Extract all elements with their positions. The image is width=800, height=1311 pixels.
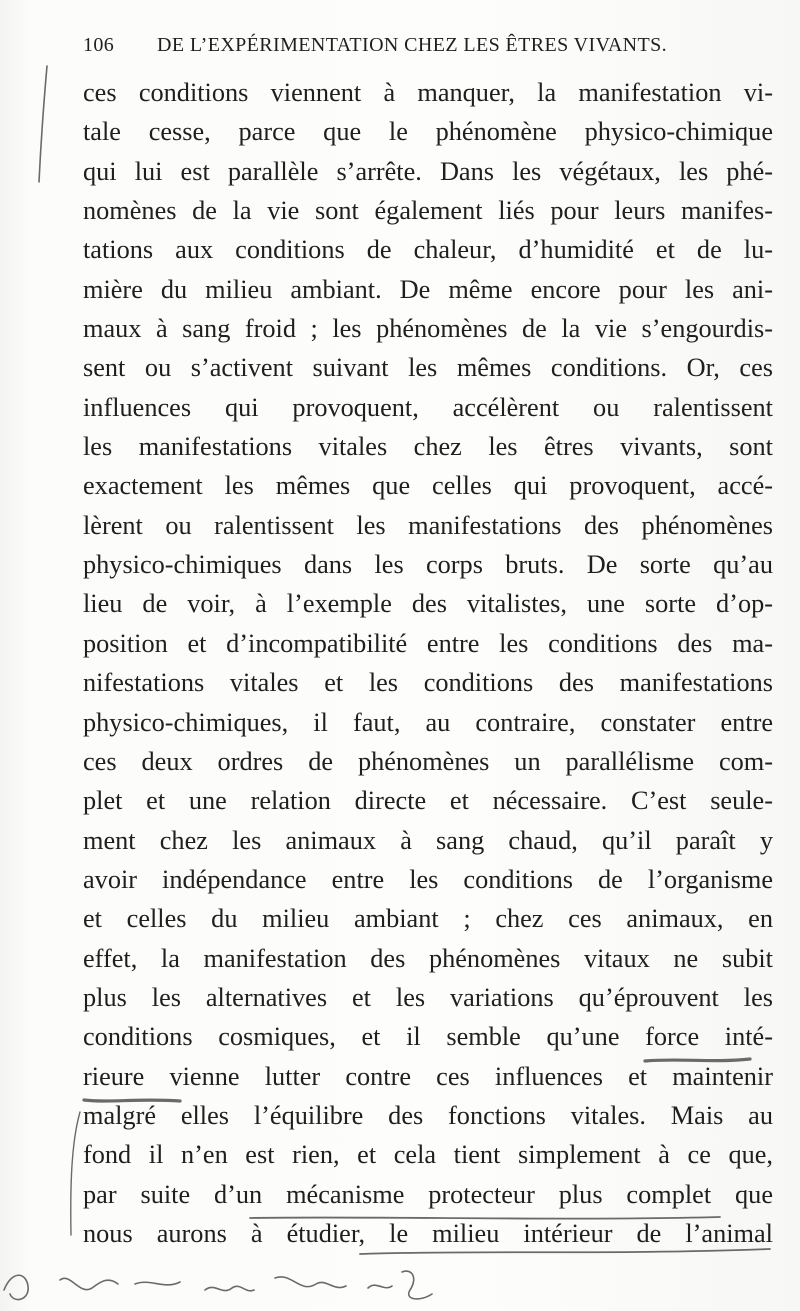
handwritten-scribble-mark — [205, 1286, 254, 1291]
text-line: avoir indépendance entre les conditions de l’organisme — [83, 864, 773, 894]
text-line: ment chez les animaux à sang chaud, qu’il paraît y — [83, 825, 773, 855]
text-line: ces deux ordres de phénomènes un parallélisme com- — [83, 746, 773, 776]
text-line: lieu de voir, à l’exemple des vitalistes, une sorte d’op- — [83, 589, 773, 619]
body-text — [83, 73, 773, 1253]
margin-bracket-mark — [71, 1112, 80, 1235]
text-line: ces conditions viennent à manquer, la manifestation vi- — [83, 78, 773, 107]
handwritten-scribble-mark — [135, 1282, 180, 1285]
text-line: exactement les mêmes que celles qui provoquent, accé- — [83, 471, 773, 501]
text-line: plus les alternatives et les variations qu’éprouvent les — [83, 982, 773, 1012]
text-line: rieure vienne lutter contre ces influences et maintenir — [83, 1061, 773, 1091]
margin-line-mark — [39, 66, 47, 182]
text-line: fond il n’en est rien, et cela tient simplement à ce que, — [83, 1140, 773, 1170]
text-line: conditions cosmiques, et il semble qu’une force inté- — [83, 1022, 773, 1052]
page-header — [83, 34, 723, 64]
text-line: et celles du milieu ambiant ; chez ces animaux, en — [83, 904, 773, 934]
text-line: nous aurons à étudier, le milieu intérieur de l’animal — [83, 1218, 773, 1248]
text-line: lèrent ou ralentissent les manifestations des phénomènes — [83, 510, 773, 540]
text-line: sent ou s’activent suivant les mêmes conditions. Or, ces — [83, 353, 773, 383]
text-line: mière du milieu ambiant. De même encore pour les ani- — [83, 274, 773, 304]
text-line: influences qui provoquent, accélèrent ou ralentissent — [83, 392, 773, 422]
text-line: position et d’incompatibilité entre les conditions des ma- — [83, 628, 773, 658]
text-line: nifestations vitales et les conditions des manifestations — [83, 668, 773, 698]
text-line: malgré elles l’équilibre des fonctions vitales. Mais au — [83, 1100, 773, 1130]
handwritten-scribble-mark — [402, 1271, 432, 1299]
text-line: par suite d’un mécanisme protecteur plus complet que — [83, 1179, 773, 1209]
page-number: 106 — [83, 34, 115, 56]
text-line: effet, la manifestation des phénomènes vitaux ne subit — [83, 943, 773, 973]
text-line: physico-chimiques dans les corps bruts. De sorte qu’au — [83, 550, 773, 580]
text-line: qui lui est parallèle s’arrête. Dans les végétaux, les phé- — [83, 156, 773, 186]
text-line: plet et une relation directe et nécessaire. C’est seule- — [83, 786, 773, 816]
running-head: DE L’EXPÉRIMENTATION CHEZ LES ÊTRES VIVANTS. — [157, 34, 668, 56]
handwritten-scribble-mark — [60, 1278, 118, 1289]
handwritten-scribble-mark — [4, 1275, 28, 1299]
text-line: physico-chimiques, il faut, au contraire, constater entre — [83, 707, 773, 737]
text-line: nomènes de la vie sont également liés pour leurs manifes- — [83, 196, 773, 226]
text-line: maux à sang froid ; les phénomènes de la vie s’engourdis- — [83, 314, 773, 344]
text-line: tale cesse, parce que le phénomène physico-chimique — [83, 117, 773, 147]
handwritten-scribble-mark — [368, 1285, 392, 1288]
text-line: les manifestations vitales chez les êtres vivants, sont — [83, 432, 773, 462]
handwritten-scribble-mark — [275, 1277, 346, 1288]
text-line: tations aux conditions de chaleur, d’humidité et de lu- — [83, 235, 773, 265]
